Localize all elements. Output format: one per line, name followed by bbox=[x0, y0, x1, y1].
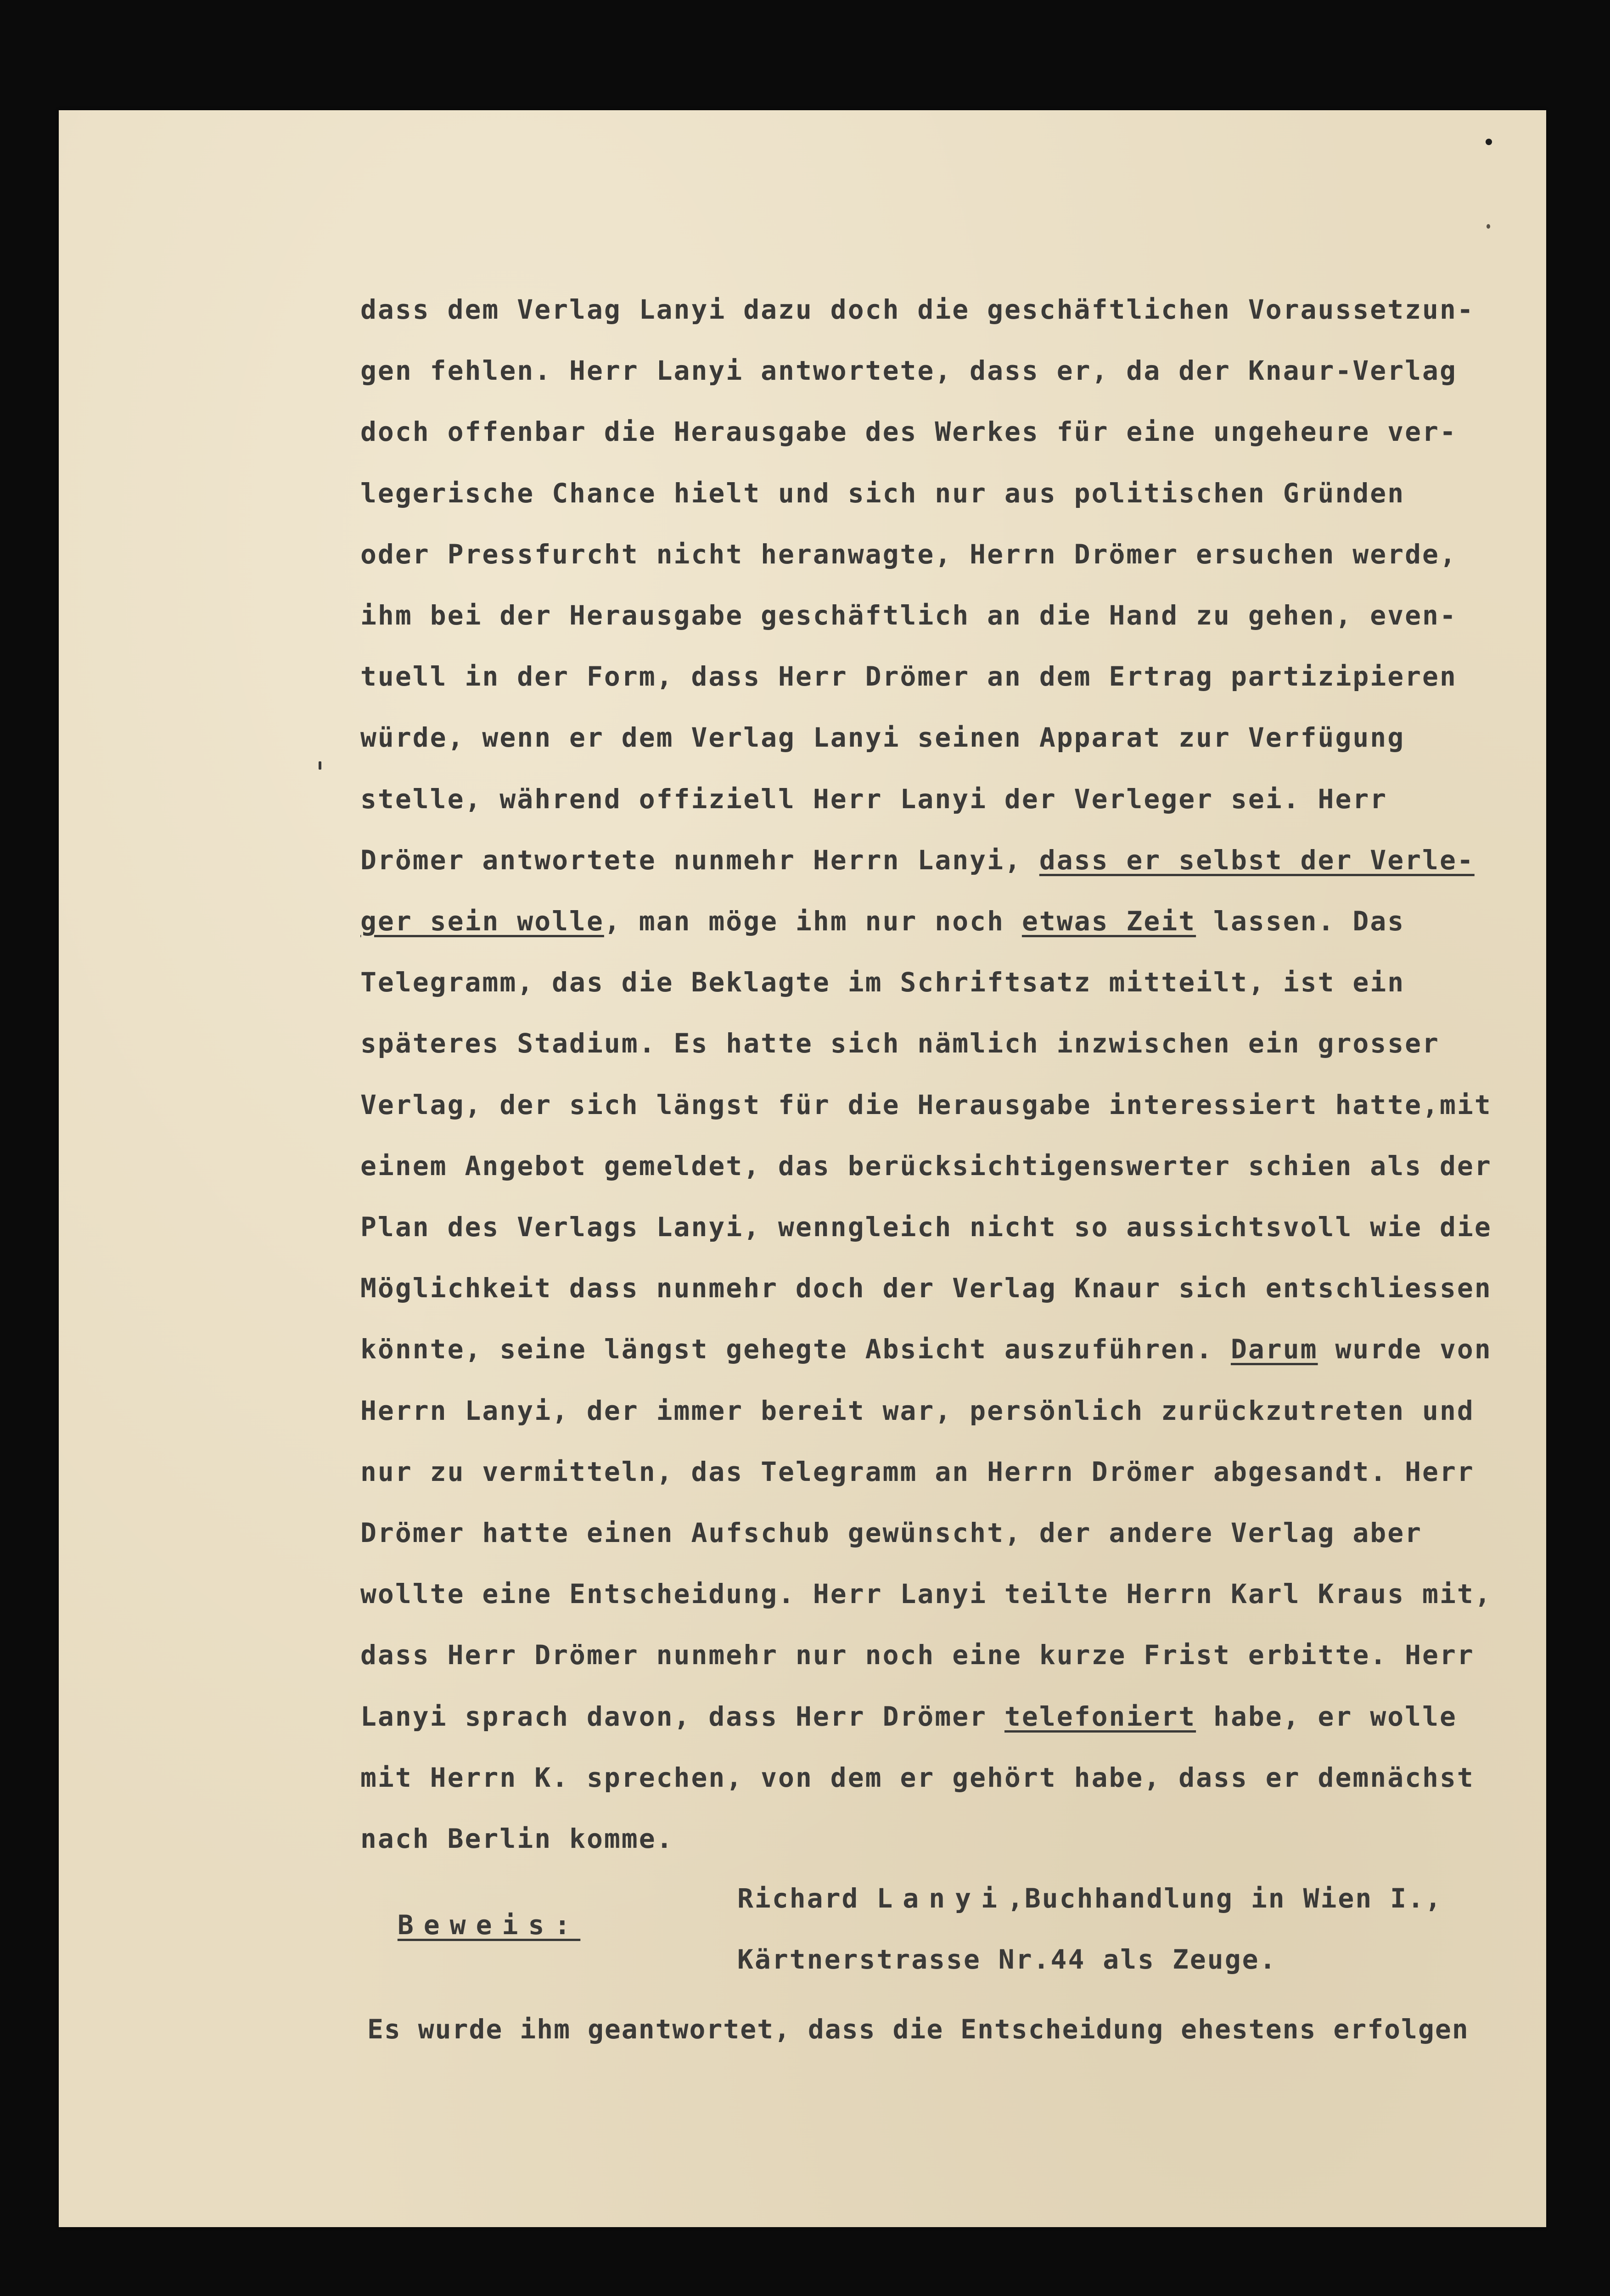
text-line bbox=[360, 663, 1457, 690]
text-line bbox=[360, 724, 1405, 751]
line-segment: späteres Stadium. Es hatte sich nämlich inzwischen ein grosser bbox=[360, 1028, 1440, 1059]
page-number-mark bbox=[1487, 224, 1490, 229]
text-line bbox=[360, 1825, 674, 1852]
line-segment: tuell in der Form, dass Herr Drömer an dem Ertrag partizipieren bbox=[360, 661, 1457, 692]
text-line bbox=[360, 1764, 1475, 1791]
text-line bbox=[360, 541, 1457, 568]
line-segment: einem Angebot gemeldet, das berücksichtigenswerter schien als der bbox=[360, 1150, 1492, 1182]
text-line bbox=[360, 844, 1475, 876]
text-line bbox=[360, 1089, 1492, 1120]
text-line bbox=[360, 296, 1475, 323]
underlined-phrase: dass er selbst der Verle- bbox=[1039, 844, 1475, 876]
text-line bbox=[360, 1578, 1492, 1609]
text-line bbox=[360, 1150, 1492, 1182]
line-segment: wollte eine Entscheidung. Herr Lanyi teilte Herrn Karl Kraus mit, bbox=[360, 1578, 1492, 1609]
text-line bbox=[360, 1211, 1492, 1243]
text-line bbox=[360, 1334, 1492, 1365]
evidence-label-text: Beweis: bbox=[397, 1909, 581, 1941]
evidence-witness-line1 bbox=[737, 1885, 1442, 1912]
line-segment: Möglichkeit dass nunmehr doch der Verlag Knaur sich entschliessen bbox=[360, 1272, 1492, 1304]
line-segment: lassen. Das bbox=[1196, 906, 1405, 937]
text-line bbox=[360, 357, 1457, 384]
line-segment: , man möge ihm nur noch bbox=[604, 906, 1022, 937]
witness-pre: Richard bbox=[737, 1883, 877, 1914]
line-segment: Drömer hatte einen Aufschub gewünscht, der andere Verlag aber bbox=[360, 1517, 1423, 1548]
line-segment: stelle, während offiziell Herr Lanyi der Verleger sei. Herr bbox=[360, 783, 1388, 815]
underlined-phrase: Darum bbox=[1230, 1334, 1318, 1365]
evidence-label bbox=[363, 1885, 581, 1941]
underlined-phrase: ger sein wolle bbox=[360, 906, 604, 937]
line-segment: ihm bei der Herausgabe geschäftlich an die Hand zu gehen, even- bbox=[360, 600, 1457, 631]
line-segment: Lanyi sprach davon, dass Herr Drömer bbox=[360, 1701, 1005, 1732]
line-segment: würde, wenn er dem Verlag Lanyi seinen Apparat zur Verfügung bbox=[360, 722, 1405, 753]
margin-tick bbox=[319, 761, 321, 770]
underlined-phrase: telefoniert bbox=[1004, 1701, 1196, 1732]
line-segment: Plan des Verlags Lanyi, wenngleich nicht so aussichtsvoll wie die bbox=[360, 1211, 1492, 1243]
text-line bbox=[360, 1703, 1457, 1730]
underlined-phrase: etwas Zeit bbox=[1021, 906, 1196, 937]
line-segment: Drömer antwortete nunmehr Herrn Lanyi, bbox=[360, 844, 1039, 876]
line-segment: könnte, seine längst gehegte Absicht auszuführen. bbox=[360, 1334, 1231, 1365]
line-segment: dass dem Verlag Lanyi dazu doch die geschäftlichen Voraussetzun- bbox=[360, 294, 1475, 325]
line-segment: Verlag, der sich längst für die Herausgabe interessiert hatte,mit bbox=[360, 1089, 1492, 1120]
text-line bbox=[360, 1272, 1492, 1304]
line-segment: gen fehlen. Herr Lanyi antwortete, dass er, da der Knaur-Verlag bbox=[360, 355, 1457, 386]
line-segment: nur zu vermitteln, das Telegramm an Herrn Drömer abgesandt. Herr bbox=[360, 1456, 1475, 1487]
text-line bbox=[360, 602, 1457, 629]
line-segment: Telegramm, das die Beklagte im Schriftsatz mitteilt, ist ein bbox=[360, 967, 1405, 998]
line-segment: mit Herrn K. sprechen, von dem er gehört habe, dass er demnächst bbox=[360, 1762, 1475, 1793]
line-segment: dass Herr Drömer nunmehr nur noch eine kurze Frist erbitte. Herr bbox=[360, 1639, 1475, 1671]
text-line bbox=[360, 1458, 1475, 1485]
witness-post: ,Buchhandlung in Wien I., bbox=[1007, 1883, 1442, 1914]
text-line bbox=[360, 418, 1457, 445]
line-segment: Herrn Lanyi, der immer bereit war, persönlich zurückzutreten und bbox=[360, 1395, 1475, 1426]
line-segment: nach Berlin komme. bbox=[360, 1823, 674, 1854]
line-segment: wurde von bbox=[1318, 1334, 1492, 1365]
text-line bbox=[360, 1639, 1475, 1671]
line-segment: legerische Chance hielt und sich nur aus politischen Gründen bbox=[360, 478, 1405, 509]
text-line bbox=[360, 478, 1405, 509]
evidence-witness-line2: Kärtnerstrasse Nr.44 als Zeuge. bbox=[737, 1944, 1277, 1975]
final-line: Es wurde ihm geantwortet, dass die Entscheidung ehestens erfolgen bbox=[367, 2014, 1469, 2045]
text-line bbox=[360, 969, 1405, 996]
line-segment: oder Pressfurcht nicht heranwagte, Herrn Drömer ersuchen werde, bbox=[360, 539, 1457, 570]
witness-name: Lanyi bbox=[876, 1883, 1007, 1914]
text-line bbox=[360, 1030, 1440, 1057]
page-mark-dot bbox=[1486, 139, 1492, 145]
text-line bbox=[360, 906, 1405, 937]
text-line bbox=[360, 1519, 1422, 1546]
line-segment: habe, er wolle bbox=[1196, 1701, 1457, 1732]
line-segment: doch offenbar die Herausgabe des Werkes für eine ungeheure ver- bbox=[360, 416, 1457, 447]
text-line bbox=[360, 783, 1388, 815]
text-line bbox=[360, 1397, 1475, 1424]
